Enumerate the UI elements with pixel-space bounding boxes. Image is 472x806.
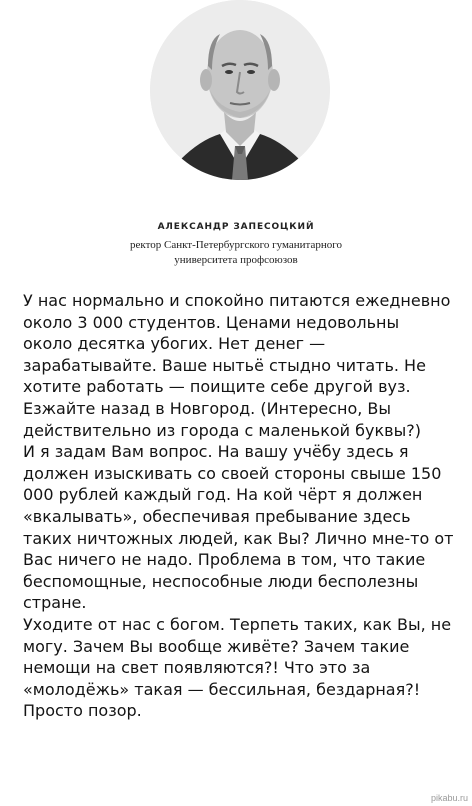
quote-line: хотите работать — поищите себе другой вуз.: [23, 377, 411, 397]
watermark: pikabu.ru: [430, 793, 468, 803]
quote-line: У нас нормально и спокойно питаются ежедневно: [23, 291, 451, 310]
quote-line: Езжайте назад в Новгород. (Интересно, Вы: [23, 398, 392, 418]
quote-line: зарабатывайте. Ваше нытьё стыдно читать. Не: [23, 355, 426, 375]
quote-text: [23, 290, 472, 722]
author-portrait: [150, 0, 330, 180]
author-role-line: ректор Санкт-Петербургского гуманитарного: [130, 239, 342, 251]
quote-line: около десятка убогих. Нет денег —: [23, 334, 326, 354]
author-role: [80, 238, 392, 268]
quote-line: должен изыскивать со своей стороны свыше 150: [23, 463, 442, 483]
quote-line: стране.: [23, 593, 87, 613]
quote-line: Просто позор.: [23, 701, 142, 721]
author-role-line: университета профсоюзов: [174, 254, 298, 266]
quote-line: таких ничтожных людей, как Вы? Лично мне-то от: [23, 528, 454, 548]
portrait-illustration: [150, 0, 330, 180]
quote-line: Вас ничего не надо. Проблема в том, что такие: [23, 550, 426, 570]
quote-line: около 3 000 студентов. Ценами недовольны: [23, 312, 400, 332]
quote-line: могу. Зачем Вы вообще живёте? Зачем такие: [23, 636, 410, 656]
quote-line: «молодёжь» такая — бессильная, бездарная?!: [23, 679, 421, 699]
quote-line: Уходите от нас с богом. Терпеть таких, как Вы, не: [23, 614, 452, 634]
author-name: АЛЕКСАНДР ЗАПЕСОЦКИЙ: [157, 222, 315, 232]
quote-line: «вкалывать», обеспечивая пребывание здесь: [23, 506, 411, 526]
quote-line: действительно из города с маленькой буквы?): [23, 420, 421, 440]
quote-line: И я задам Вам вопрос. На вашу учёбу здесь я: [23, 442, 409, 462]
quote-line: беспомощные, неспособные люди бесполезны: [23, 571, 419, 591]
quote-line: немощи на свет появляются?! Что это за: [23, 658, 371, 678]
quote-line: 000 рублей каждый год. На кой чёрт я должен: [23, 485, 423, 505]
